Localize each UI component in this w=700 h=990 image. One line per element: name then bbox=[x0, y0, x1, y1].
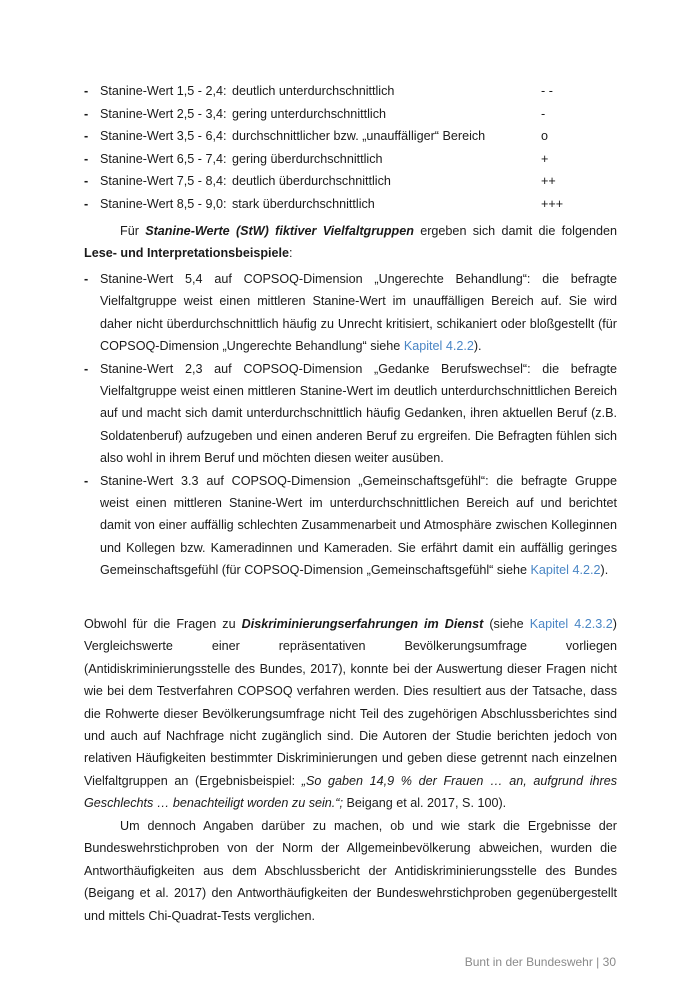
chapter-link[interactable]: Kapitel 4.2.2 bbox=[530, 563, 601, 578]
chapter-link[interactable]: Kapitel 4.2.2 bbox=[403, 339, 474, 354]
example-text: ). bbox=[600, 563, 609, 578]
scale-row bbox=[84, 103, 604, 126]
page-footer bbox=[465, 955, 616, 969]
scale-symbol: - bbox=[541, 106, 546, 121]
scale-description: deutlich überdurchschnittlich bbox=[232, 174, 391, 189]
scale-description: deutlich unterdurchschnittlich bbox=[232, 84, 395, 98]
example-text: Stanine-Wert 2,3 auf COPSOQ-Dimension „Gedanke Berufswechsel“: die befragte Vielfaltgruppe weist einen mittleren Stanine-Wert im deutlich unterdurchschnittlichen Bereich auf und macht sich damit unterdurchschnittlich häufig Gedanken, ihren aktuellen Beruf (z.B. Soldatenberuf) aufzugeben und einen anderen Beruf zu ergreifen. Die Befragten fühlen sich also wohl in ihrem Beruf und möchten diesen weiter ausüben. bbox=[100, 361, 617, 466]
scale-row bbox=[84, 170, 604, 193]
scale-row bbox=[84, 148, 604, 171]
scale-label: Stanine-Wert 1,5 - 2,4: bbox=[100, 84, 227, 98]
chapter-link[interactable]: Kapitel 4.2.3.2 bbox=[529, 617, 613, 631]
list-dash: - bbox=[84, 174, 89, 189]
scale-label: Stanine-Wert 2,5 - 3,4: bbox=[100, 106, 227, 121]
list-dash: - bbox=[84, 151, 89, 166]
scale-label: Stanine-Wert 6,5 - 7,4: bbox=[100, 151, 227, 166]
scale-description: stark überdurchschnittlich bbox=[232, 196, 375, 211]
scale-symbol: o bbox=[541, 129, 549, 144]
example-text: Stanine-Wert 3.3 auf COPSOQ-Dimension „Gemeinschaftsgefühl“: die befragte Gruppe weist einen mittleren Stanine-Wert im unterdurchschnittlichen Bereich auf und berichtet damit von einer auffällig schlechten Zusammenarbeit und Atmosphäre zwischen Kolleginnen und Kollegen bzw. Kameradinnen und Kameraden. Sie erfährt damit ein auffällig geringes Gemeinschaftsgefühl (für COPSOQ-Dimension „Gemeinschaftsgefühl“ siehe bbox=[100, 473, 617, 578]
example-text: ). bbox=[473, 339, 482, 354]
scale-row bbox=[84, 80, 604, 103]
scale-symbol: ++ bbox=[541, 174, 556, 189]
list-dash: - bbox=[84, 272, 89, 286]
intro-paragraph bbox=[84, 220, 617, 265]
scale-label: Stanine-Wert 8,5 - 9,0: bbox=[100, 196, 227, 211]
scale-description: gering unterdurchschnittlich bbox=[232, 106, 387, 121]
intro-text: : bbox=[289, 246, 293, 261]
stanine-scale-list bbox=[84, 80, 604, 216]
scale-symbol: - - bbox=[541, 84, 553, 98]
scale-label: Stanine-Wert 7,5 - 8,4: bbox=[100, 174, 227, 189]
scale-row bbox=[84, 193, 604, 216]
example-text: Stanine-Wert 5,4 auf COPSOQ-Dimension „Ungerechte Behandlung“: die befragte Vielfaltgruppe weist einen mittleren Stanine-Wert im unauffälligen Bereich auf. Sie wird daher nicht überdurchschnittlich häufig zu Unrecht kritisiert, schikaniert oder bloßgestellt (für COPSOQ-Dimension „Ungerechte Behandlung“ siehe bbox=[100, 272, 617, 354]
scale-label: Stanine-Wert 3,5 - 6,4: bbox=[100, 129, 227, 144]
example-item bbox=[84, 268, 617, 358]
body-emphasis: Diskriminierungserfahrungen im Dienst bbox=[241, 617, 484, 631]
scale-row bbox=[84, 125, 604, 148]
list-dash: - bbox=[84, 129, 89, 144]
example-item bbox=[84, 470, 617, 582]
scale-symbol: +++ bbox=[541, 196, 564, 211]
intro-text: ergeben sich damit die folgenden bbox=[413, 224, 617, 238]
scale-description: durchschnittlicher bzw. „unauffälliger“ Bereich bbox=[232, 129, 486, 144]
quote-text: „So gaben 14,9 % der Frauen … an, aufgrund ihres Geschlechts … benachteiligt worden zu sein.“; bbox=[84, 773, 617, 811]
footer-separator: | bbox=[592, 955, 603, 969]
intro-bold: Lese- und Interpretationsbeispiele bbox=[84, 246, 290, 261]
discrimination-paragraph bbox=[84, 613, 617, 815]
example-list bbox=[84, 268, 617, 582]
body-text: Beigang et al. 2017, S. 100). bbox=[343, 796, 507, 811]
scale-description: gering überdurchschnittlich bbox=[232, 151, 383, 166]
list-dash: - bbox=[84, 473, 89, 488]
body-text: ) Vergleichswerte einer repräsentativen Bevölkerungsumfrage vorliegen (Antidiskriminierungsstelle des Bundes, 2017), konnte bei der Auswertung dieser Fragen nicht wie bei dem Testverfahren COPSOQ verfahren werden. Dies resultiert aus der Tatsache, dass die Rohwerte dieser Bevölkerungsumfrage nicht Teil des zugehörigen Abschlussberichtes sind und auch auf Nachfrage nicht zugänglich sind. Die Autoren der Studie berichten jedoch von relativen Häufigkeiten bestimmter Diskriminierungen und geben diese getrennt nach einzelnen Vielfaltgruppen an (Ergebnisbeispiel: bbox=[84, 617, 617, 788]
example-item bbox=[84, 358, 617, 470]
footer-title: Bunt in der Bundeswehr bbox=[464, 955, 593, 969]
scale-symbol: + bbox=[541, 151, 549, 166]
body-text: Obwohl für die Fragen zu bbox=[84, 617, 242, 631]
intro-emphasis: Stanine-Werte (StW) fiktiver Vielfaltgruppen bbox=[145, 224, 414, 238]
body-text: (siehe bbox=[483, 617, 530, 631]
list-dash: - bbox=[84, 106, 89, 121]
comparison-paragraph: Um dennoch Angaben darüber zu machen, ob und wie stark die Ergebnisse der Bundeswehrstichproben von der Norm der Allgemeinbevölkerung abweichen, wurden die Antworthäufigkeiten aus dem Abschlussbericht der Antidiskriminierungsstelle des Bundes (Beigang et al. 2017) den Antworthäufigkeiten der Bundeswehrstichproben gegenübergestellt und mittels Chi-Quadrat-Tests verglichen. bbox=[84, 819, 617, 923]
intro-text: Für bbox=[120, 224, 146, 238]
list-dash: - bbox=[84, 196, 89, 211]
page-number: 30 bbox=[602, 955, 616, 969]
list-dash: - bbox=[84, 84, 89, 98]
list-dash: - bbox=[84, 361, 89, 376]
